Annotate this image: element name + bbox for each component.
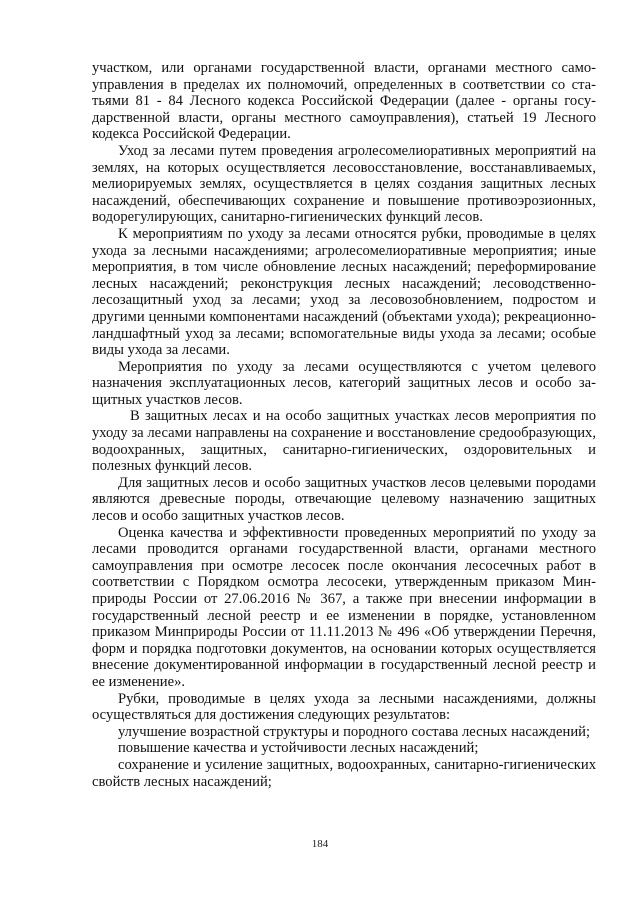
list-item-age-structure: улучшение возрастной структуры и породного состава лесных насаждений; bbox=[118, 723, 591, 740]
paragraph-cutting-results: Рубки, проводимые в целях ухода за лесными насаждениями, должны осуществляться для достижения следующих результатов: bbox=[92, 690, 596, 724]
paragraph-continuation: участком, или органами государственной власти, органами местного самоуправления в пределах их полномочий, определенных в соответствии со статьями 81 - 84 Лесного кодекса Российской Федерации (далее - органы государственной власти, органы местного самоуправления), статьей 19 Лесного кодекса Российской Федерации. bbox=[92, 60, 596, 143]
list-item-protective-properties: сохранение и усиление защитных, водоохранных, санитарно-гигиенических свойств лесных насаждений; bbox=[92, 756, 596, 790]
page-number: 184 bbox=[311, 838, 329, 850]
paragraph-care-measures: К мероприятиям по уходу за лесами относятся рубки, проводимые в целях ухода за лесными насаждениями; агролесомелиоративные мероприятия; иные мероприятия, в том числе обновление лесных насаждений; переформирование лесных насаждений; реконструкция лесных насаждений; лесоводственно-лесозащитный уход за лесами; уход за лесовозобновлением, подростом и другими ценными компонентами насаждений (объектами ухода); рекреационно-ландшафтный уход за лесами; вспомогательные виды ухода за лесами; особые виды ухода за лесами. bbox=[92, 225, 596, 359]
paragraph-protective-forests: В защитных лесах и на особо защитных участках лесов мероприятия по уходу за лесами направлены на сохранение и восстановление средообразующих, водоохранных, защитных, санитарно-гигиенических, оздоровительных и полезных функций лесов. bbox=[92, 408, 596, 475]
list-item-quality-stability: повышение качества и устойчивости лесных насаждений; bbox=[118, 740, 479, 757]
paragraph-quality-assessment: Оценка качества и эффективности проведенных мероприятий по уходу за лесами проводится органами государственной власти, органами местного самоуправления при осмотре лесосек после окончания лесосечных работ в соответствии с Порядком осмотра лесосеки, утвержденным приказом Минприроды России от 27.06.2016 № 367, а также при внесении информации в государственный лесной реестр и ее изменении в порядке, установленном приказом Минприроды России от 11.11.2013 № 496 «Об утверждении Перечня, форм и порядка подготовки документов, на основании которых осуществляется внесение документированной информации в государственный лесной реестр и ее изменение». bbox=[92, 524, 596, 690]
paragraph-purpose: Мероприятия по уходу за лесами осуществляются с учетом целевого назначения эксплуатационных лесов, категорий защитных лесов и особо защитных участков лесов. bbox=[92, 358, 596, 408]
document-body bbox=[92, 60, 596, 790]
paragraph-agroforestry: Уход за лесами путем проведения агролесомелиоративных мероприятий на землях, на которых осуществляется лесовосстановление, восстанавливаемых, мелиорируемых землях, осуществляется в целях создания защитных лесных насаждений, обеспечивающих сохранение и повышение противоэрозионных, водорегулирующих, санитарно-гигиенических функций лесов. bbox=[92, 142, 596, 226]
paragraph-target-species: Для защитных лесов и особо защитных участков лесов целевыми породами являются древесные породы, отвечающие целевому назначению защитных лесов и особо защитных участков лесов. bbox=[92, 474, 596, 525]
